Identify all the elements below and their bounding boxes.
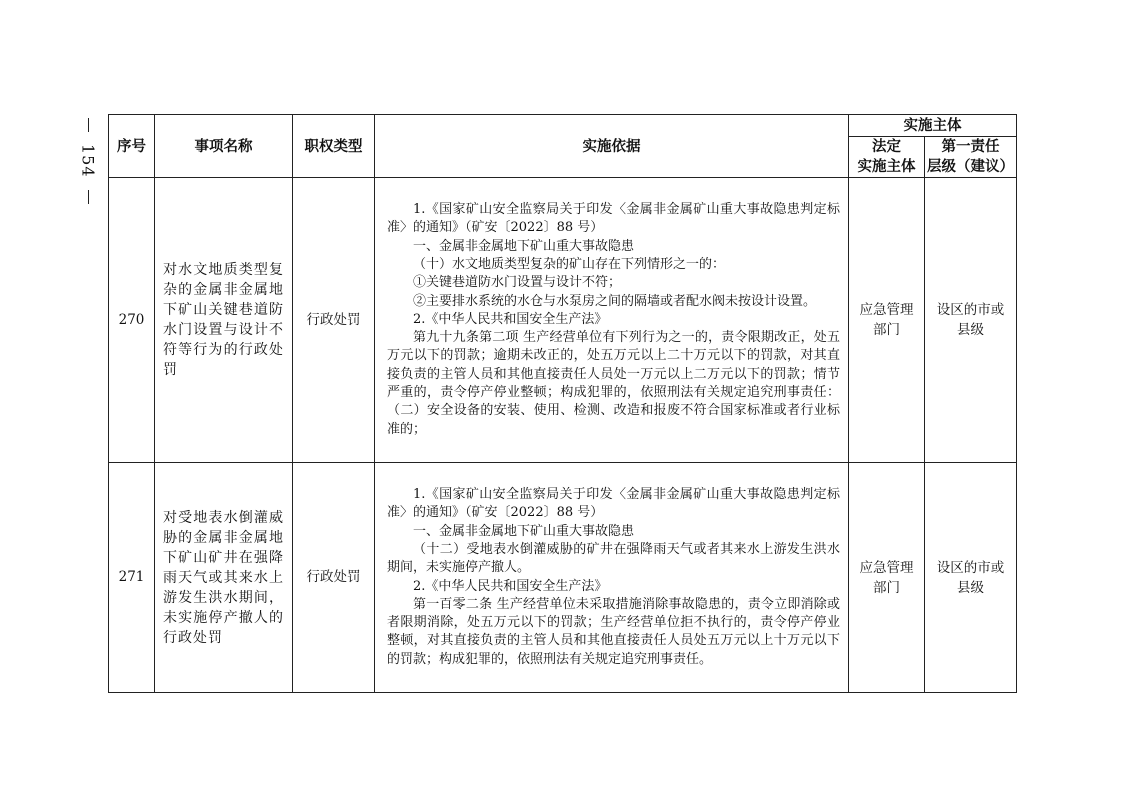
first-resp-line2: 县级 [957,322,984,338]
basis-paragraph: ②主要排水系统的水仓与水泵房之间的隔墙或者配水阀未按设计设置。 [413,293,817,309]
header-seq: 序号 [109,115,155,178]
row-basis [375,178,849,463]
header-row-1 [109,115,1017,137]
basis-paragraph: （十二）受地表水倒灌威胁的矿井在强降雨天气或者其来水上游发生洪水期间，未实施停产撤人。 [387,541,840,576]
row-seq: 270 [109,178,155,463]
page-number-text: 154 [78,144,98,178]
basis-paragraph: 一、金属非金属地下矿山重大事故隐患 [413,523,635,539]
header-first-resp-line1: 第一责任 [941,138,1000,155]
legal-subject-line2: 部门 [873,579,900,596]
table-row [109,178,1017,463]
first-resp-line1: 设区的市或 [936,302,1005,318]
legal-subject-line2: 部门 [873,322,900,338]
first-resp-line1: 设区的市或 [936,559,1005,576]
basis-paragraph: （十）水文地质类型复杂的矿山存在下列情形之一的： [413,256,726,272]
legal-subject-line1: 应急管理 [859,302,914,318]
row-basis [375,463,849,693]
row-item-name: 对水文地质类型复杂的金属非金属地下矿山关键巷道防水门设置与设计不符等行为的行政处罚 [155,178,293,463]
row-legal-subject [849,178,925,463]
basis-paragraph: 一、金属非金属地下矿山重大事故隐患 [413,238,635,254]
row-power-type: 行政处罚 [293,178,375,463]
header-basis: 实施依据 [375,115,849,178]
row-first-resp [925,178,1017,463]
basis-paragraph: 1.《国家矿山安全监察局关于印发〈金属非金属矿山重大事故隐患判定标准〉的通知》（矿安〔2022〕88 号） [387,487,840,521]
header-subject: 实施主体 [849,115,1017,137]
page-number-dash-bottom [88,190,89,204]
header-first-resp [925,137,1017,178]
row-legal-subject [849,463,925,693]
row-seq: 271 [109,463,155,693]
basis-paragraph: 2.《中华人民共和国安全生产法》 [413,311,608,327]
basis-paragraph: 第一百零二条 生产经营单位未采取措施消除事故隐患的，责令立即消除或者限期消除，处五万元以下的罚款；生产经营单位拒不执行的，责令停产停业整顿，对其直接负责的主管人员和其他直接责任人员处五万元以上十万元以下的罚款；构成犯罪的，依照刑法有关规定追究刑事责任。 [387,596,840,667]
basis-paragraph: 2.《中华人民共和国安全生产法》 [413,578,608,594]
header-first-resp-line2: 层级（建议） [927,158,1014,175]
header-item-name: 事项名称 [155,115,293,178]
row-item-name: 对受地表水倒灌威胁的金属非金属地下矿山矿井在强降雨天气或其来水上游发生洪水期间，未实施停产撤人的行政处罚 [155,463,293,693]
page-number-dash-top [88,118,89,132]
legal-subject-line1: 应急管理 [859,559,914,576]
row-power-type: 行政处罚 [293,463,375,693]
header-legal-subject-line2: 实施主体 [857,158,916,175]
row-first-resp [925,463,1017,693]
header-power-type: 职权类型 [293,115,375,178]
header-legal-subject [849,137,925,178]
page-number [76,118,100,213]
first-resp-line2: 县级 [957,579,984,596]
table-row [109,463,1017,693]
basis-paragraph: 第九十九条第二项 生产经营单位有下列行为之一的，责令限期改正，处五万元以下的罚款；逾期未改正的，处五万元以上二十万元以下的罚款，对其直接负责的主管人员和其他直接责任人员处一万元以上二万元以下的罚款；情节严重的，责令停产停业整顿；构成犯罪的，依照刑法有关规定追究刑事责任：（二）安全设备的安装、使用、检测、改造和报废不符合国家标准或者行业标准的； [387,330,840,437]
basis-paragraph: ①关键巷道防水门设置与设计不符； [413,275,622,291]
basis-paragraph: 1.《国家矿山安全监察局关于印发〈金属非金属矿山重大事故隐患判定标准〉的通知》（矿安〔2022〕88 号） [387,202,840,236]
power-list-table [108,114,1017,693]
header-legal-subject-line1: 法定 [872,138,901,155]
